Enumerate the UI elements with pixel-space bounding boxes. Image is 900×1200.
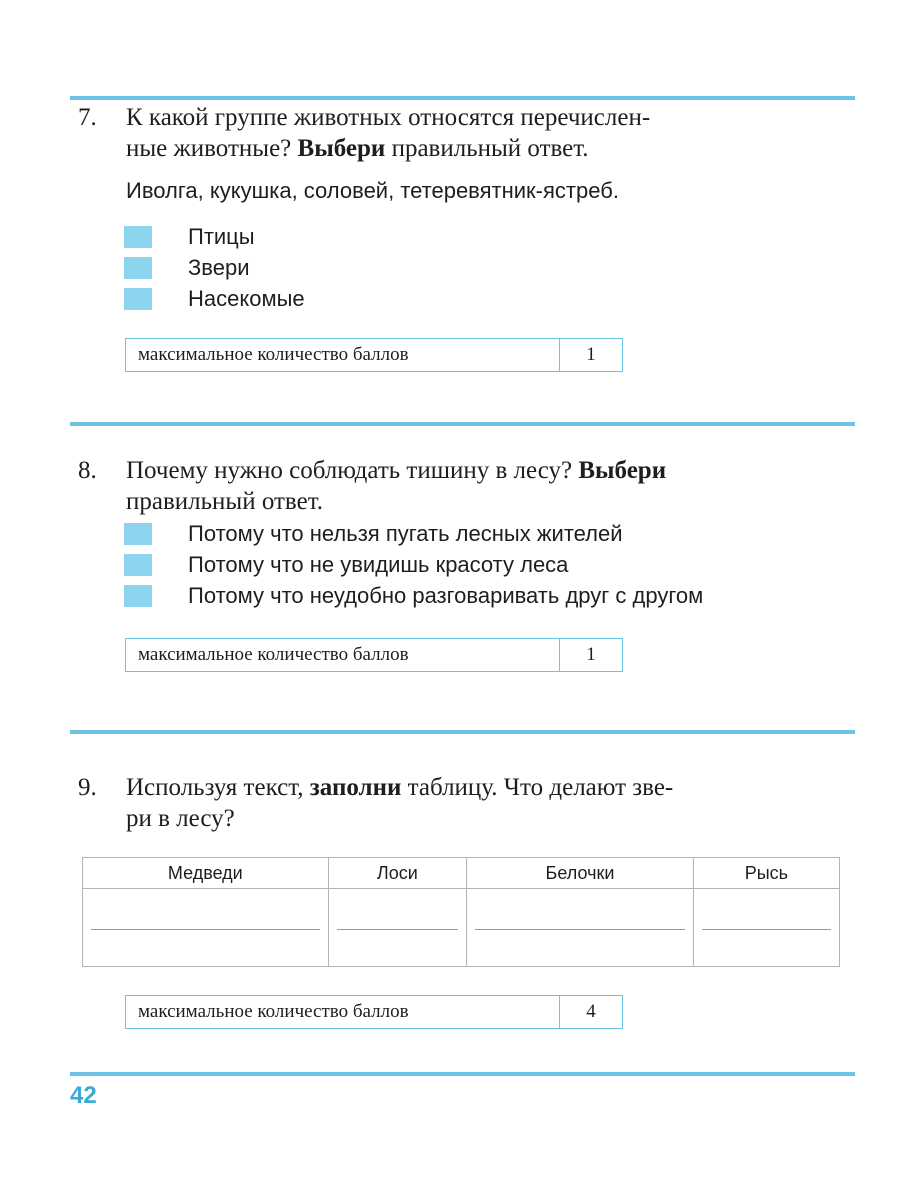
- question-9-title: 9. Используя текст, заполни таблицу. Что делают зве- ри в лесу?: [78, 774, 674, 832]
- table-header: Рысь: [693, 858, 839, 889]
- divider-rule: [70, 422, 855, 426]
- answer-line: [702, 929, 831, 930]
- score-box-8: [125, 638, 623, 672]
- answer-table: [82, 857, 840, 967]
- option-3[interactable]: Потому что неудобно разговаривать друг с другом: [124, 580, 858, 611]
- table-header: Лоси: [328, 858, 466, 889]
- top-rule: [70, 96, 855, 100]
- animal-list: Иволга, кукушка, соловей, тетеревятник-ястреб.: [126, 178, 619, 203]
- question-number: 7.: [78, 104, 97, 131]
- option-2[interactable]: Потому что не увидишь красоту леса: [124, 549, 858, 580]
- answer-line: [337, 929, 458, 930]
- score-label: максимальное количество баллов: [138, 1001, 409, 1022]
- answer-checkbox[interactable]: [124, 585, 152, 607]
- answer-cell[interactable]: [328, 889, 466, 967]
- option-3[interactable]: Насекомые: [124, 283, 858, 314]
- question-9: [78, 772, 858, 834]
- answer-checkbox[interactable]: [124, 523, 152, 545]
- score-label: максимальное количество баллов: [138, 344, 409, 365]
- page-number: 42: [70, 1082, 97, 1109]
- option-2[interactable]: Звери: [124, 252, 858, 283]
- question-8-title: 8. Почему нужно соблюдать тишину в лесу? Выбери правильный ответ.: [78, 457, 667, 515]
- score-value: 4: [559, 996, 622, 1028]
- answer-cell[interactable]: [693, 889, 839, 967]
- table-header: Медведи: [83, 858, 329, 889]
- question-7: [78, 102, 858, 314]
- answer-checkbox[interactable]: [124, 226, 152, 248]
- answer-cell[interactable]: [83, 889, 329, 967]
- score-label: максимальное количество баллов: [138, 644, 409, 665]
- answer-line: [475, 929, 685, 930]
- answer-line: [91, 929, 320, 930]
- answer-cell[interactable]: [467, 889, 694, 967]
- divider-rule: [70, 730, 855, 734]
- score-box-9: [125, 995, 623, 1029]
- score-value: 1: [559, 639, 622, 671]
- bottom-rule: [70, 1072, 855, 1076]
- table-header: Белочки: [467, 858, 694, 889]
- option-1[interactable]: Птицы: [124, 221, 858, 252]
- answer-checkbox[interactable]: [124, 257, 152, 279]
- option-1[interactable]: Потому что нельзя пугать лесных жителей: [124, 518, 858, 549]
- answer-checkbox[interactable]: [124, 554, 152, 576]
- score-box-7: [125, 338, 623, 372]
- score-value: 1: [559, 339, 622, 371]
- answer-checkbox[interactable]: [124, 288, 152, 310]
- question-8: [78, 455, 858, 611]
- question-7-title: 7. К какой группе животных относятся перечислен- ные животные? Выбери правильный ответ.: [78, 104, 651, 162]
